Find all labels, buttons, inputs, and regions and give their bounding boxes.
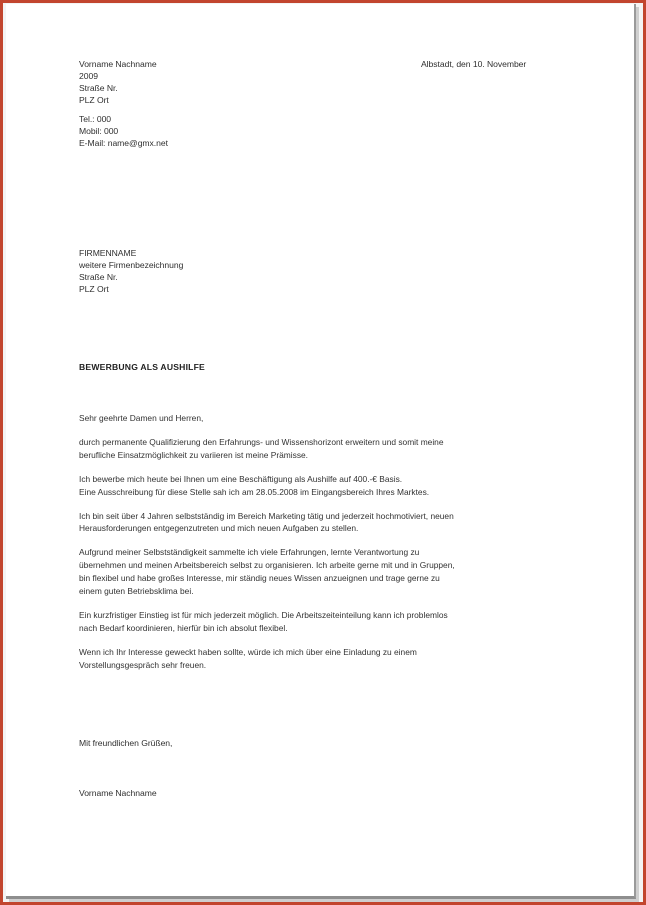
sender-year: 2009 — [79, 71, 98, 81]
body-paragraph — [79, 436, 579, 462]
recipient-street: Straße Nr. — [79, 272, 118, 282]
salutation: Sehr geehrte Damen und Herren, — [79, 413, 204, 423]
closing: Mit freundlichen Grüßen, — [79, 738, 173, 748]
recipient-block — [79, 247, 183, 295]
paragraph-line: einem guten Betriebsklima bei. — [79, 586, 194, 597]
signature-name: Vorname Nachname — [79, 788, 157, 798]
sender-name: Vorname Nachname — [79, 59, 157, 69]
paragraph-line: durch permanente Qualifizierung den Erfahrungs- und Wissenshorizont erweitern und somit meine — [79, 436, 444, 447]
letter-page — [6, 4, 636, 899]
letter-body — [79, 412, 579, 683]
letter-date: Albstadt, den 10. November — [421, 59, 527, 69]
letter-subject: BEWERBUNG ALS AUSHILFE — [79, 362, 205, 372]
paragraph-line: Wenn ich Ihr Interesse geweckt haben sollte, würde ich mich über eine Einladung zu einem — [79, 646, 417, 657]
sender-block — [79, 58, 168, 149]
paragraph-line: Ein kurzfristiger Einstieg ist für mich jederzeit möglich. Die Arbeitszeiteinteilung kann ich problemlos — [79, 609, 448, 620]
body-paragraph — [79, 546, 579, 598]
paragraph-line: Aufgrund meiner Selbstständigkeit sammelte ich viele Erfahrungen, lernte Verantwortung zu — [79, 547, 420, 558]
sender-tel: Tel.: 000 — [79, 114, 112, 124]
paragraph-line: nach Bedarf koordinieren, hierfür bin ich absolut flexibel. — [79, 622, 288, 633]
body-paragraph — [79, 510, 579, 536]
sender-email: E-Mail: name@gmx.net — [79, 138, 168, 148]
paragraph-line: Vorstellungsgespräch sehr freuen. — [79, 659, 207, 670]
paragraph-line: berufliche Einsatzmöglichkeit zu variieren ist meine Prämisse. — [79, 449, 309, 460]
recipient-city: PLZ Ort — [79, 284, 109, 294]
body-paragraph — [79, 473, 579, 499]
paragraph-line: übernehmen und meinen Arbeitsbereich selbst zu organisieren. Ich arbeite gerne mit und in Gruppen, — [79, 560, 455, 571]
recipient-company: FIRMENNAME — [79, 248, 137, 258]
recipient-company-extra: weitere Firmenbezeichnung — [79, 260, 184, 270]
body-paragraph — [79, 646, 579, 672]
sender-street: Straße Nr. — [79, 83, 118, 93]
body-paragraph — [79, 609, 579, 635]
paragraph-line: Ich bewerbe mich heute bei Ihnen um eine Beschäftigung als Aushilfe auf 400.-€ Basis. — [79, 473, 403, 484]
paragraph-line: Ich bin seit über 4 Jahren selbstständig im Bereich Marketing tätig und jederzeit hochmotiviert, neuen — [79, 510, 454, 521]
body-paragraphs — [79, 436, 579, 672]
sender-city: PLZ Ort — [79, 95, 109, 105]
paragraph-line: bin flexibel und habe großes Interesse, mir ständig neues Wissen anzueignen und trage gerne zu — [79, 573, 440, 584]
paragraph-line: Eine Ausschreibung für diese Stelle sah ich am 28.05.2008 im Eingangsbereich Ihres Marktes. — [79, 486, 430, 497]
sender-mobil: Mobil: 000 — [79, 126, 119, 136]
paragraph-line: Herausforderungen entgegenzutreten und mich neuen Aufgaben zu stellen. — [79, 523, 359, 534]
